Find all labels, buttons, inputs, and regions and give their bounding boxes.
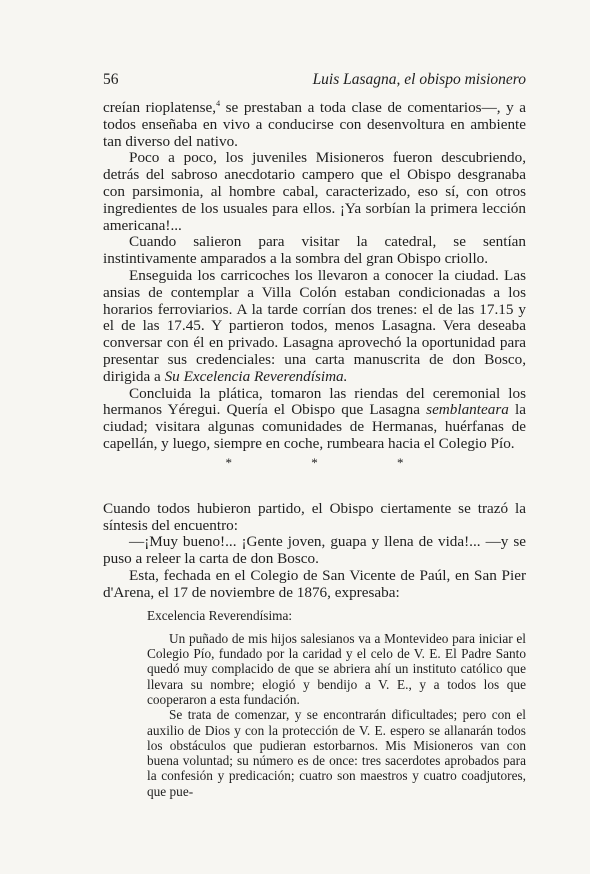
paragraph-text: creían rioplatense,	[103, 99, 217, 116]
page-number: 56	[103, 71, 119, 88]
paragraph-text: Concluida la plática, tomaron las riendas del ceremonial los hermanos Yéregui. Quería el Obispo que Lasagna	[103, 384, 526, 419]
paragraph: Esta, fechada en el Colegio de San Vicente de Paúl, en San Pier d'Arena, el 17 de noviembre de 1876, expresaba:	[103, 566, 526, 601]
letter-paragraph: Un puñado de mis hijos salesianos va a Montevideo para iniciar el Colegio Pío, fundado por la caridad y el celo de V. E. El Padre Santo quedó muy complacido de que se abriera ahí un instituto católico que llevara su nombre; elogió y bendijo a V. E., y a todos los que cooperaron a esta fundación.	[147, 630, 526, 707]
paragraph-continued	[103, 100, 526, 150]
paragraph-text: la ciudad; visitara algunas comunidades de Hermanas, huérfanas de capellán, y luego, siempre en coche, rumbeara hacia el Colegio Pío.	[103, 401, 526, 452]
paragraph: Poco a poco, los juveniles Misioneros fueron descubriendo, detrás del sabroso anecdotario campero que el Obispo desgranaba con parsimonia, al hombre cabal, caracterizado, eso sí, con otros ingredientes de los usuales para ellos. ¡Ya sorbían la primera lección americana!...	[103, 149, 526, 234]
section-break-asterisks: * * *	[225, 454, 442, 470]
page-header	[103, 70, 526, 90]
paragraph: Cuando todos hubieron partido, el Obispo ciertamente se trazó la síntesis del encuentro:	[103, 499, 526, 534]
emphasis: Su Excelencia Reverendísima.	[164, 367, 348, 385]
letter-quote	[147, 608, 526, 800]
letter-paragraph: Se trata de comenzar, y se encontrarán dificultades; pero con el auxilio de Dios y con la protección de V. E. espero se allanarán todos los obstáculos que pudieran estorbarnos. Mis Misioneros van con buena voluntad; su número es de once: tres sacerdotes aprobados para la confesión y predicación; cuatro son maestros y cuatro coadjutores, que pue-	[147, 707, 526, 799]
paragraph: —¡Muy bueno!... ¡Gente joven, guapa y llena de vida!... —y se puso a releer la carta de don Bosco.	[103, 533, 526, 568]
paragraph-text: Enseguida los carricoches los llevaron a conocer la ciudad. Las ansias de contemplar a Villa Colón estaban condicionadas a los horarios ferroviarios. A la tarde corrían dos trenes: el de las 17.15 y el de las 17.45. Y partieron todos, menos Lasagna. Vera deseaba conversar con él en privado. Lasagna aprovechó la oportunidad para presentar sus credenciales: una carta manuscrita de don Bosco, dirigida a	[103, 266, 526, 385]
section-gap	[103, 471, 526, 501]
paragraph	[103, 386, 526, 453]
emphasis: semblanteara	[426, 401, 509, 419]
page-body	[103, 100, 526, 799]
letter-salutation: Excelencia Reverendísima:	[147, 607, 293, 623]
paragraph	[103, 268, 526, 386]
paragraph-text: se prestaban a toda clase de comentarios—, y a todos enseñaba en vivo a conducirse con desenvoltura en ambiente tan diverso del nativo.	[103, 99, 526, 150]
running-head: Luis Lasagna, el obispo misionero	[312, 71, 526, 88]
footnote-ref: 4	[216, 98, 221, 108]
paragraph: Cuando salieron para visitar la catedral, se sentían instintivamente amparados a la sombra del gran Obispo criollo.	[103, 233, 526, 268]
